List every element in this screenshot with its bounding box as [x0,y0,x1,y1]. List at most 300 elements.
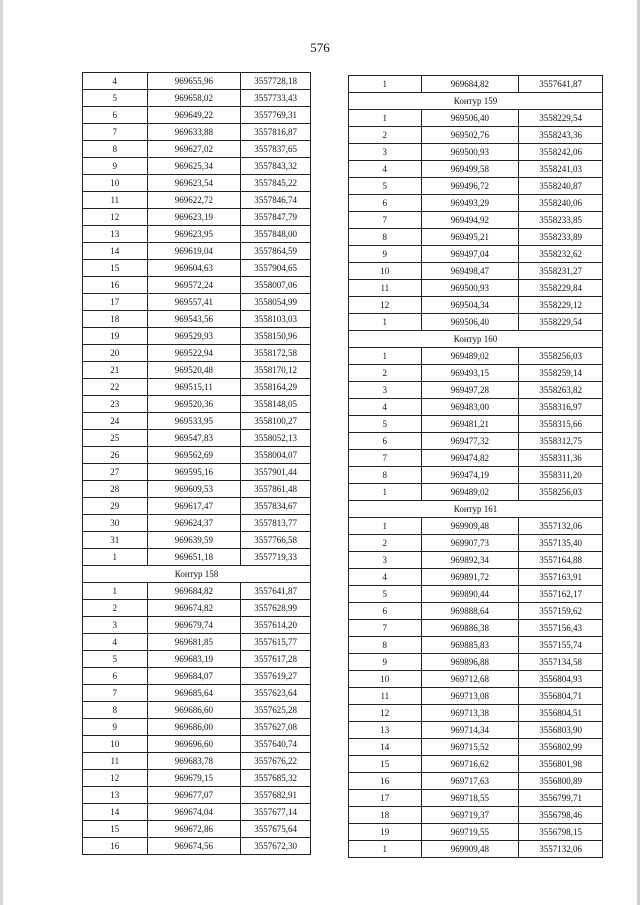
coordinate-y: 3558164,29 [241,379,311,396]
coordinate-y: 3558315,66 [519,416,603,433]
coordinate-row [349,314,603,331]
point-number: 2 [349,365,422,382]
coordinate-y: 3558054,99 [241,294,311,311]
coordinate-row [83,787,311,804]
coordinate-x: 969504,34 [421,297,519,314]
point-number: 13 [349,722,422,739]
point-number: 8 [349,229,422,246]
point-number: 26 [83,447,148,464]
point-number: 19 [83,328,148,345]
coordinate-x: 969496,72 [421,178,519,195]
contour-header-row [349,93,603,110]
point-number: 3 [83,617,148,634]
contour-header: Контур 158 [83,566,311,583]
coordinate-row [349,773,603,790]
coordinate-x: 969718,55 [421,790,519,807]
coordinate-x: 969639,59 [147,532,241,549]
coordinate-row [83,277,311,294]
point-number: 10 [349,263,422,280]
coordinate-x: 969477,32 [421,433,519,450]
coordinate-x: 969677,07 [147,787,241,804]
point-number: 6 [83,668,148,685]
point-number: 9 [349,246,422,263]
coordinate-row [349,841,603,858]
point-number: 6 [349,433,422,450]
coordinate-x: 969696,60 [147,736,241,753]
point-number: 2 [349,127,422,144]
coordinate-x: 969500,93 [421,280,519,297]
coordinate-row [83,379,311,396]
coordinate-y: 3557619,27 [241,668,311,685]
coordinate-row [83,73,311,90]
coordinate-y: 3557155,74 [519,637,603,654]
coordinate-y: 3557625,28 [241,702,311,719]
coordinate-y: 3558052,13 [241,430,311,447]
coordinate-row [349,518,603,535]
coordinate-y: 3557816,87 [241,124,311,141]
point-number: 27 [83,464,148,481]
coordinate-y: 3558243,36 [519,127,603,144]
point-number: 5 [349,416,422,433]
coordinate-y: 3557641,87 [519,76,603,93]
point-number: 9 [83,719,148,736]
coordinate-y: 3557615,77 [241,634,311,651]
coordinate-row [349,280,603,297]
point-number: 9 [83,158,148,175]
coordinate-y: 3556804,51 [519,705,603,722]
point-number: 4 [83,73,148,90]
coordinate-row [83,294,311,311]
point-number: 7 [349,620,422,637]
coordinate-y: 3557641,87 [241,583,311,600]
coordinate-y: 3558229,54 [519,314,603,331]
coordinate-row [349,756,603,773]
coordinate-row [83,328,311,345]
contour-header-row [349,331,603,348]
coordinate-row [349,212,603,229]
point-number: 8 [349,467,422,484]
coordinate-x: 969625,34 [147,158,241,175]
point-number: 14 [349,739,422,756]
coordinate-row [83,430,311,447]
coordinate-row [349,467,603,484]
coordinate-y: 3557719,33 [241,549,311,566]
coordinate-y: 3556798,15 [519,824,603,841]
coordinate-y: 3558100,27 [241,413,311,430]
coordinate-x: 969609,53 [147,481,241,498]
point-number: 16 [349,773,422,790]
coordinate-row [83,413,311,430]
coordinate-x: 969622,72 [147,192,241,209]
coordinate-y: 3558263,82 [519,382,603,399]
coordinate-x: 969520,48 [147,362,241,379]
coordinate-x: 969683,19 [147,651,241,668]
coordinate-y: 3557677,14 [241,804,311,821]
coordinate-x: 969907,73 [421,535,519,552]
coordinate-x: 969474,19 [421,467,519,484]
coordinate-y: 3557676,22 [241,753,311,770]
contour-header-row [349,501,603,518]
coordinate-x: 969497,28 [421,382,519,399]
coordinate-row [83,668,311,685]
coordinate-y: 3557846,74 [241,192,311,209]
coordinate-y: 3557864,59 [241,243,311,260]
coordinate-y: 3557159,62 [519,603,603,620]
coordinate-x: 969547,83 [147,430,241,447]
coordinate-y: 3556804,93 [519,671,603,688]
point-number: 10 [83,175,148,192]
coordinate-row [83,532,311,549]
coordinate-row [349,297,603,314]
coordinate-y: 3557623,64 [241,685,311,702]
coordinate-y: 3558007,06 [241,277,311,294]
coordinate-x: 969674,04 [147,804,241,821]
coordinate-x: 969684,82 [421,76,519,93]
coordinate-row [349,399,603,416]
point-number: 5 [83,651,148,668]
coordinate-row [349,195,603,212]
coordinate-row [349,790,603,807]
point-number: 16 [83,838,148,855]
coordinate-row [83,736,311,753]
point-number: 15 [349,756,422,773]
coordinate-x: 969655,96 [147,73,241,90]
coordinate-row [349,586,603,603]
coordinate-row [83,175,311,192]
point-number: 7 [349,212,422,229]
coordinate-y: 3557132,06 [519,518,603,535]
coordinate-x: 969543,56 [147,311,241,328]
coordinate-y: 3557628,99 [241,600,311,617]
point-number: 13 [83,787,148,804]
coordinate-x: 969497,04 [421,246,519,263]
coordinate-row [349,416,603,433]
coordinate-row [83,345,311,362]
coordinate-row [83,362,311,379]
coordinate-x: 969891,72 [421,569,519,586]
coordinate-y: 3556801,98 [519,756,603,773]
coordinate-row [83,549,311,566]
coordinate-x: 969714,34 [421,722,519,739]
coordinate-y: 3556798,46 [519,807,603,824]
coordinate-row [349,688,603,705]
point-number: 1 [349,484,422,501]
contour-header: Контур 161 [349,501,603,518]
coordinate-y: 3557135,40 [519,535,603,552]
point-number: 7 [83,685,148,702]
coordinate-x: 969686,00 [147,719,241,736]
coordinate-row [83,158,311,175]
point-number: 8 [83,702,148,719]
coordinate-x: 969493,29 [421,195,519,212]
contour-header: Контур 160 [349,331,603,348]
coordinate-x: 969719,37 [421,807,519,824]
point-number: 6 [83,107,148,124]
point-number: 1 [83,549,148,566]
coordinate-y: 3557685,32 [241,770,311,787]
point-number: 4 [349,399,422,416]
coordinate-y: 3557614,20 [241,617,311,634]
point-number: 2 [349,535,422,552]
coordinate-y: 3556804,71 [519,688,603,705]
coordinate-y: 3557134,58 [519,654,603,671]
coordinate-y: 3557617,28 [241,651,311,668]
coordinate-y: 3556799,71 [519,790,603,807]
coordinate-row [83,107,311,124]
point-number: 6 [349,195,422,212]
coordinate-x: 969888,64 [421,603,519,620]
coordinate-y: 3557728,18 [241,73,311,90]
point-number: 17 [349,790,422,807]
coordinate-x: 969909,48 [421,518,519,535]
coordinate-row [349,484,603,501]
point-number: 29 [83,498,148,515]
point-number: 8 [349,637,422,654]
coordinate-row [83,651,311,668]
coordinate-x: 969686,60 [147,702,241,719]
coordinate-row [83,702,311,719]
point-number: 8 [83,141,148,158]
coordinate-row [83,583,311,600]
point-number: 4 [349,161,422,178]
point-number: 11 [349,280,422,297]
coordinate-x: 969886,38 [421,620,519,637]
coordinate-y: 3558004,07 [241,447,311,464]
point-number: 15 [83,260,148,277]
point-number: 1 [83,583,148,600]
point-number: 7 [83,124,148,141]
coordinate-row [349,535,603,552]
point-number: 14 [83,804,148,821]
point-number: 28 [83,481,148,498]
point-number: 24 [83,413,148,430]
coordinate-row [83,498,311,515]
contour-header-row [83,566,311,583]
point-number: 18 [83,311,148,328]
coordinate-row [83,617,311,634]
coordinate-row [83,770,311,787]
coordinate-y: 3558229,84 [519,280,603,297]
point-number: 5 [349,178,422,195]
point-number: 11 [83,753,148,770]
coordinate-row [83,90,311,107]
coordinate-y: 3557156,43 [519,620,603,637]
coordinate-y: 3558312,75 [519,433,603,450]
coordinate-y: 3558103,03 [241,311,311,328]
coordinate-x: 969651,18 [147,549,241,566]
coordinate-y: 3558240,87 [519,178,603,195]
coordinate-row [83,719,311,736]
coordinate-y: 3557627,08 [241,719,311,736]
point-number: 1 [349,76,422,93]
coordinate-row [349,450,603,467]
coordinate-y: 3558229,54 [519,110,603,127]
coordinate-row [349,178,603,195]
coordinate-row [349,263,603,280]
coordinate-y: 3557640,74 [241,736,311,753]
point-number: 17 [83,294,148,311]
coordinate-y: 3558150,96 [241,328,311,345]
coordinate-x: 969684,07 [147,668,241,685]
coordinate-x: 969679,74 [147,617,241,634]
coordinate-x: 969533,95 [147,413,241,430]
point-number: 1 [349,841,422,858]
coordinate-row [349,365,603,382]
point-number: 1 [349,348,422,365]
coordinate-x: 969674,56 [147,838,241,855]
coordinate-row [349,654,603,671]
point-number: 21 [83,362,148,379]
coordinate-row [83,124,311,141]
coordinate-x: 969619,04 [147,243,241,260]
point-number: 16 [83,277,148,294]
coordinate-y: 3557813,77 [241,515,311,532]
coordinate-y: 3558256,03 [519,484,603,501]
coordinate-x: 969681,85 [147,634,241,651]
coordinate-row [83,821,311,838]
coordinate-x: 969515,11 [147,379,241,396]
coordinate-x: 969892,34 [421,552,519,569]
coordinate-y: 3557164,88 [519,552,603,569]
coordinate-x: 969624,37 [147,515,241,532]
coordinate-y: 3558232,62 [519,246,603,263]
coordinate-x: 969495,21 [421,229,519,246]
coordinate-y: 3558316,97 [519,399,603,416]
coordinate-row [83,447,311,464]
point-number: 1 [349,110,422,127]
coordinate-y: 3558233,85 [519,212,603,229]
coordinate-x: 969896,88 [421,654,519,671]
point-number: 3 [349,552,422,569]
coordinate-y: 3558311,36 [519,450,603,467]
coordinate-row [349,603,603,620]
coordinate-y: 3557132,06 [519,841,603,858]
coordinate-row [349,705,603,722]
point-number: 10 [83,736,148,753]
coordinate-y: 3558242,06 [519,144,603,161]
point-number: 12 [83,770,148,787]
coordinate-y: 3557845,22 [241,175,311,192]
point-number: 5 [83,90,148,107]
coordinate-y: 3557769,31 [241,107,311,124]
point-number: 15 [83,821,148,838]
coordinate-x: 969715,52 [421,739,519,756]
coordinate-x: 969716,62 [421,756,519,773]
point-number: 3 [349,144,422,161]
coordinate-row [349,739,603,756]
coordinate-x: 969572,24 [147,277,241,294]
coordinate-row [349,161,603,178]
coordinates-table-right [348,75,603,858]
coordinate-row [349,620,603,637]
coordinate-y: 3556803,90 [519,722,603,739]
coordinate-y: 3557834,67 [241,498,311,515]
coordinate-y: 3558172,58 [241,345,311,362]
point-number: 7 [349,450,422,467]
coordinate-y: 3557162,17 [519,586,603,603]
coordinate-row [349,569,603,586]
coordinate-row [349,807,603,824]
coordinate-x: 969506,40 [421,110,519,127]
coordinate-y: 3557675,64 [241,821,311,838]
point-number: 12 [349,297,422,314]
contour-header: Контур 159 [349,93,603,110]
coordinate-y: 3556802,99 [519,739,603,756]
coordinate-x: 969674,82 [147,600,241,617]
coordinate-y: 3557766,58 [241,532,311,549]
coordinate-y: 3558233,89 [519,229,603,246]
coordinate-y: 3557837,65 [241,141,311,158]
coordinate-row [83,600,311,617]
coordinate-row [83,209,311,226]
coordinate-row [349,246,603,263]
coordinate-x: 969499,58 [421,161,519,178]
coordinate-x: 969712,68 [421,671,519,688]
coordinate-y: 3558241,03 [519,161,603,178]
coordinate-row [349,552,603,569]
coordinate-row [83,804,311,821]
coordinate-x: 969604,63 [147,260,241,277]
coordinate-x: 969506,40 [421,314,519,331]
coordinate-y: 3557672,30 [241,838,311,855]
coordinate-row [83,515,311,532]
coordinate-row [349,433,603,450]
coordinate-y: 3557861,48 [241,481,311,498]
coordinate-row [83,260,311,277]
coordinate-y: 3557847,79 [241,209,311,226]
coordinate-y: 3557904,65 [241,260,311,277]
coordinate-row [349,110,603,127]
coordinate-x: 969890,44 [421,586,519,603]
coordinate-x: 969683,78 [147,753,241,770]
scan-edge-left [0,0,3,905]
coordinate-x: 969623,95 [147,226,241,243]
coordinate-x: 969500,93 [421,144,519,161]
coordinate-y: 3558256,03 [519,348,603,365]
coordinate-x: 969522,94 [147,345,241,362]
coordinates-table-left [82,72,311,855]
point-number: 9 [349,654,422,671]
coordinate-y: 3557848,00 [241,226,311,243]
coordinate-row [349,76,603,93]
point-number: 12 [83,209,148,226]
coordinate-row [349,127,603,144]
coordinate-y: 3556800,89 [519,773,603,790]
point-number: 25 [83,430,148,447]
coordinate-y: 3558240,06 [519,195,603,212]
point-number: 23 [83,396,148,413]
coordinate-row [83,838,311,855]
coordinate-row [83,192,311,209]
coordinate-x: 969909,48 [421,841,519,858]
coordinate-x: 969474,82 [421,450,519,467]
coordinate-row [349,722,603,739]
point-number: 20 [83,345,148,362]
coordinate-row [349,824,603,841]
point-number: 13 [83,226,148,243]
coordinate-x: 969717,63 [421,773,519,790]
point-number: 4 [349,569,422,586]
coordinate-x: 969493,15 [421,365,519,382]
point-number: 6 [349,603,422,620]
coordinate-x: 969529,93 [147,328,241,345]
point-number: 18 [349,807,422,824]
coordinate-row [349,382,603,399]
coordinate-y: 3558229,12 [519,297,603,314]
coordinate-y: 3558259,14 [519,365,603,382]
coordinate-x: 969627,02 [147,141,241,158]
point-number: 19 [349,824,422,841]
